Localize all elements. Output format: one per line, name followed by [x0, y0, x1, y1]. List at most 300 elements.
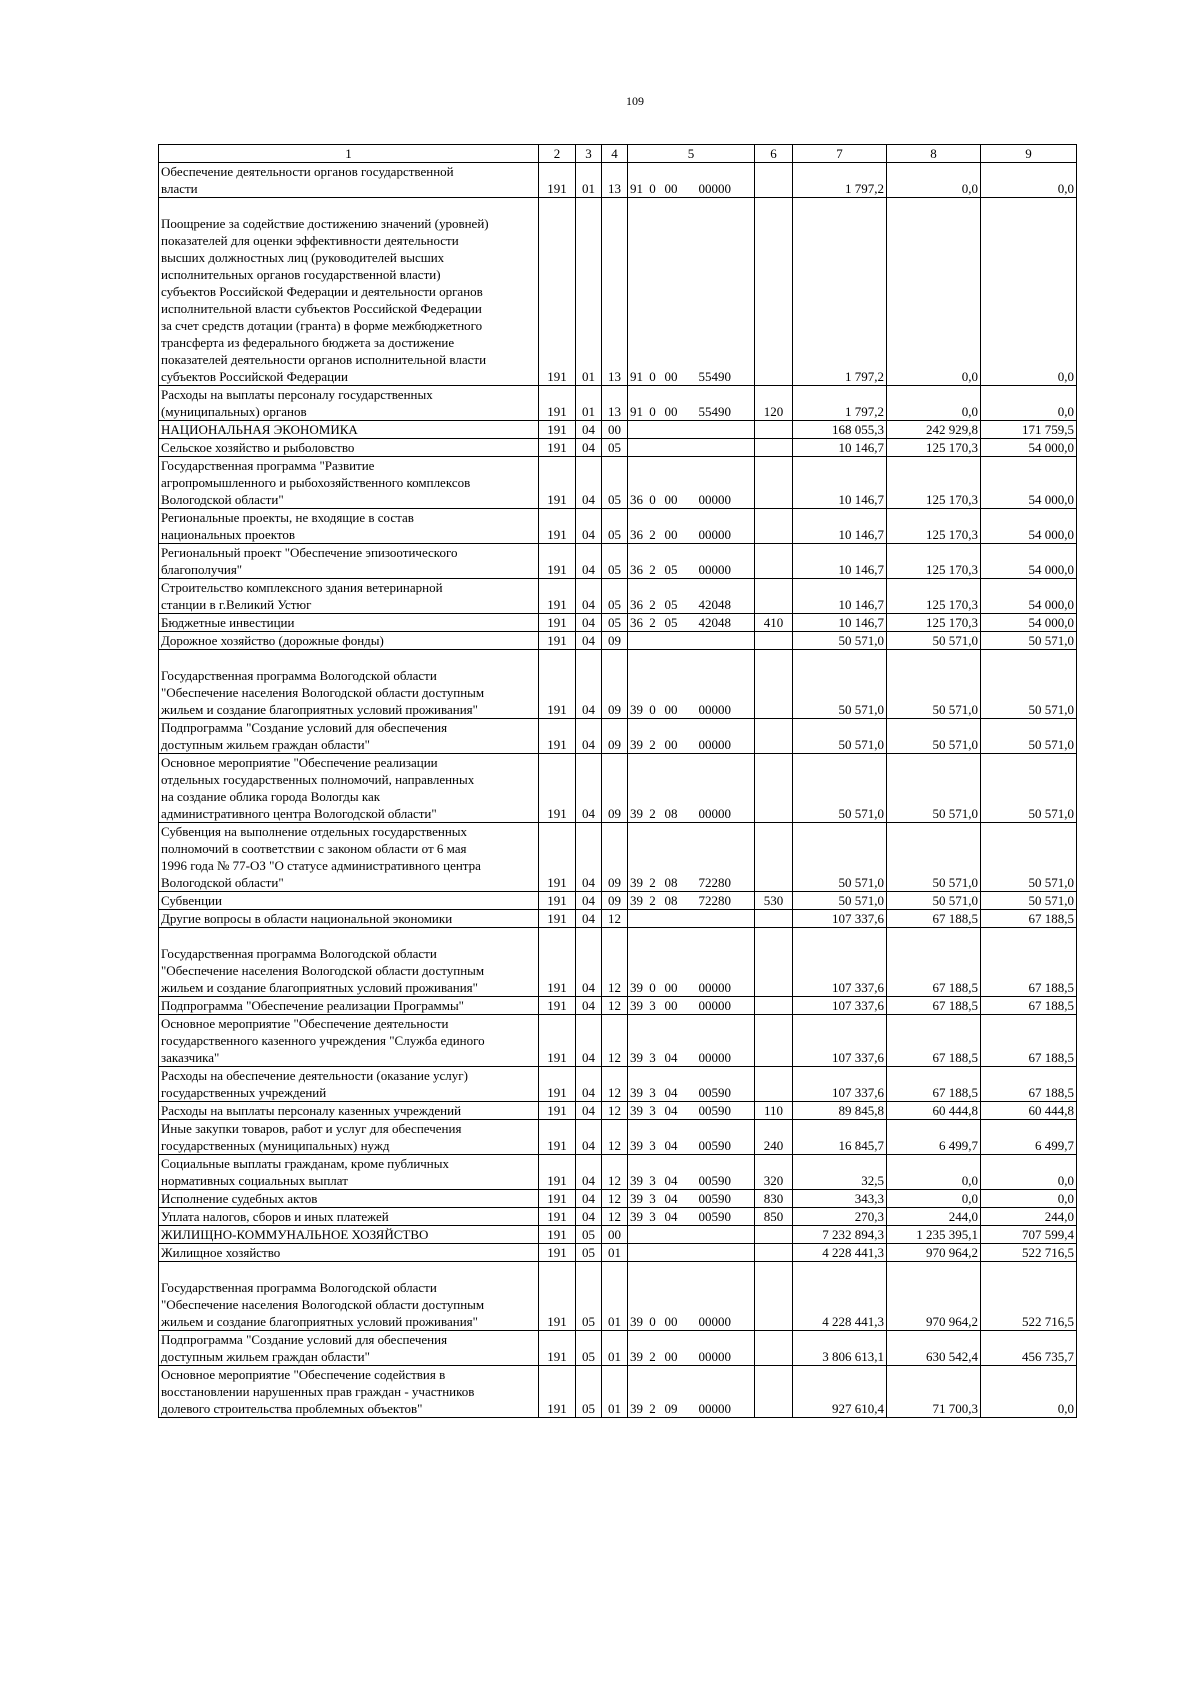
row-vr-code [755, 544, 793, 579]
row-value-col9: 50 571,0 [981, 719, 1077, 754]
target-code-part: 39 [630, 737, 643, 752]
row-vr-code: 830 [755, 1190, 793, 1208]
row-rz-code: 04 [576, 1155, 602, 1190]
row-value-col7: 89 845,8 [793, 1102, 887, 1120]
row-pr-code: 12 [602, 997, 628, 1015]
row-target-code [628, 1331, 755, 1366]
row-gr-code: 191 [539, 457, 576, 509]
table-row [159, 457, 1077, 509]
target-code-part: 39 [630, 1173, 643, 1188]
row-name: Расходы на выплаты персоналу государственных (муниципальных) органов [159, 386, 539, 421]
row-value-col9: 0,0 [981, 198, 1077, 386]
row-target-code [628, 1067, 755, 1102]
row-value-col9: 54 000,0 [981, 544, 1077, 579]
row-value-col9: 50 571,0 [981, 650, 1077, 719]
table-row [159, 421, 1077, 439]
row-vr-code [755, 198, 793, 386]
row-value-col7: 107 337,6 [793, 910, 887, 928]
row-gr-code: 191 [539, 928, 576, 997]
row-name: Жилищное хозяйство [159, 1244, 539, 1262]
row-target-code [628, 509, 755, 544]
target-code-part: 39 [630, 1138, 643, 1153]
target-code-part: 00000 [698, 702, 731, 717]
row-vr-code: 410 [755, 614, 793, 632]
row-vr-code [755, 439, 793, 457]
row-value-col9: 50 571,0 [981, 823, 1077, 892]
row-name: Уплата налогов, сборов и иных платежей [159, 1208, 539, 1226]
row-name: Поощрение за содействие достижению значений (уровней) показателей для оценки эффективности деятельности высших должностных лиц (руководителей высших исполнительных органов государственной власти) субъектов Российской Федерации и деятельности органов исполнительной власти субъектов Российской Федерации за счет средств дотации (гранта) в форме межбюджетного трансферта из федерального бюджета за достижение показателей деятельности органов исполнительной власти субъектов Российской Федерации [159, 198, 539, 386]
row-target-code [628, 910, 755, 928]
row-value-col9: 67 188,5 [981, 997, 1077, 1015]
row-gr-code: 191 [539, 1120, 576, 1155]
row-target-code [628, 650, 755, 719]
target-code-part: 00000 [698, 806, 731, 821]
row-value-col8: 0,0 [887, 386, 981, 421]
target-code-part: 04 [664, 1103, 678, 1118]
row-vr-code [755, 754, 793, 823]
table-row [159, 892, 1077, 910]
row-gr-code: 191 [539, 823, 576, 892]
target-code-part: 05 [664, 597, 678, 612]
row-value-col9: 522 716,5 [981, 1262, 1077, 1331]
row-gr-code: 191 [539, 614, 576, 632]
target-code-part: 0 [649, 369, 656, 384]
row-gr-code: 191 [539, 1331, 576, 1366]
target-code-part: 00 [664, 737, 678, 752]
row-gr-code: 191 [539, 1262, 576, 1331]
target-code-part: 39 [630, 1401, 643, 1416]
row-gr-code: 191 [539, 579, 576, 614]
target-code-part: 3 [649, 1209, 656, 1224]
row-rz-code: 04 [576, 823, 602, 892]
row-value-col7: 50 571,0 [793, 719, 887, 754]
row-name: Иные закупки товаров, работ и услуг для обеспечения государственных (муниципальных) нужд [159, 1120, 539, 1155]
row-pr-code: 05 [602, 579, 628, 614]
budget-table-wrapper [158, 144, 1077, 1418]
target-code-part: 55490 [698, 404, 731, 419]
row-name: Государственная программа "Развитие агропромышленного и рыбохозяйственного комплексов Вологодской области" [159, 457, 539, 509]
table-row [159, 1226, 1077, 1244]
row-target-code [628, 719, 755, 754]
row-value-col7: 10 146,7 [793, 439, 887, 457]
row-value-col8: 67 188,5 [887, 1015, 981, 1067]
row-pr-code: 05 [602, 544, 628, 579]
target-code-part: 00590 [698, 1209, 731, 1224]
row-pr-code: 12 [602, 1208, 628, 1226]
target-code-part: 2 [649, 893, 656, 908]
target-code-part: 00 [664, 980, 678, 995]
col-header: 9 [981, 145, 1077, 163]
row-rz-code: 04 [576, 1120, 602, 1155]
table-row [159, 614, 1077, 632]
row-value-col7: 1 797,2 [793, 198, 887, 386]
row-value-col7: 107 337,6 [793, 928, 887, 997]
row-value-col9: 0,0 [981, 1155, 1077, 1190]
row-rz-code: 04 [576, 928, 602, 997]
row-name: Основное мероприятие "Обеспечение реализации отдельных государственных полномочий, направленных на создание облика города Вологды как административного центра Вологодской области" [159, 754, 539, 823]
table-row [159, 997, 1077, 1015]
row-name: Расходы на обеспечение деятельности (оказание услуг) государственных учреждений [159, 1067, 539, 1102]
row-target-code [628, 823, 755, 892]
row-rz-code: 04 [576, 579, 602, 614]
row-name: Подпрограмма "Создание условий для обеспечения доступным жильем граждан области" [159, 719, 539, 754]
row-value-col9: 50 571,0 [981, 754, 1077, 823]
target-code-part: 3 [649, 1103, 656, 1118]
target-code-part: 72280 [698, 893, 731, 908]
target-code-part: 00 [664, 527, 678, 542]
target-code-part: 00 [664, 369, 678, 384]
target-code-part: 2 [649, 875, 656, 890]
table-row [159, 1190, 1077, 1208]
row-value-col7: 4 228 441,3 [793, 1244, 887, 1262]
row-name: Региональный проект "Обеспечение эпизоотического благополучия" [159, 544, 539, 579]
row-rz-code: 04 [576, 892, 602, 910]
row-gr-code: 191 [539, 1226, 576, 1244]
target-code-part: 39 [630, 893, 643, 908]
row-value-col7: 7 232 894,3 [793, 1226, 887, 1244]
row-rz-code: 04 [576, 1208, 602, 1226]
table-row [159, 650, 1077, 719]
row-gr-code: 191 [539, 1190, 576, 1208]
row-vr-code [755, 910, 793, 928]
row-gr-code: 191 [539, 1067, 576, 1102]
row-pr-code: 09 [602, 719, 628, 754]
row-target-code [628, 1120, 755, 1155]
table-row [159, 1244, 1077, 1262]
row-value-col9: 50 571,0 [981, 892, 1077, 910]
col-header: 7 [793, 145, 887, 163]
target-code-part: 91 [630, 369, 643, 384]
row-value-col8: 67 188,5 [887, 928, 981, 997]
row-gr-code: 191 [539, 719, 576, 754]
col-header: 5 [628, 145, 755, 163]
table-row [159, 509, 1077, 544]
row-value-col8: 244,0 [887, 1208, 981, 1226]
row-value-col9: 54 000,0 [981, 579, 1077, 614]
row-value-col8: 125 170,3 [887, 457, 981, 509]
table-row [159, 1120, 1077, 1155]
row-value-col8: 67 188,5 [887, 997, 981, 1015]
table-row [159, 1262, 1077, 1331]
row-target-code [628, 754, 755, 823]
row-vr-code [755, 579, 793, 614]
row-value-col7: 10 146,7 [793, 509, 887, 544]
row-rz-code: 01 [576, 198, 602, 386]
row-name: Строительство комплексного здания ветеринарной станции в г.Великий Устюг [159, 579, 539, 614]
target-code-part: 2 [649, 597, 656, 612]
target-code-part: 2 [649, 1401, 656, 1416]
row-value-col9: 54 000,0 [981, 457, 1077, 509]
row-gr-code: 191 [539, 1244, 576, 1262]
row-gr-code: 191 [539, 754, 576, 823]
row-vr-code [755, 163, 793, 198]
target-code-part: 00000 [698, 737, 731, 752]
row-vr-code [755, 457, 793, 509]
row-name: НАЦИОНАЛЬНАЯ ЭКОНОМИКА [159, 421, 539, 439]
row-target-code [628, 439, 755, 457]
row-value-col9: 0,0 [981, 1190, 1077, 1208]
target-code-part: 00000 [698, 562, 731, 577]
row-gr-code: 191 [539, 997, 576, 1015]
target-code-part: 72280 [698, 875, 731, 890]
row-vr-code: 110 [755, 1102, 793, 1120]
row-pr-code: 12 [602, 1155, 628, 1190]
row-pr-code: 09 [602, 632, 628, 650]
row-name: Другие вопросы в области национальной экономики [159, 910, 539, 928]
target-code-part: 00 [664, 492, 678, 507]
row-pr-code: 05 [602, 509, 628, 544]
table-row [159, 823, 1077, 892]
page-number: 109 [626, 94, 644, 108]
row-value-col7: 10 146,7 [793, 614, 887, 632]
target-code-part: 04 [664, 1209, 678, 1224]
row-value-col9: 6 499,7 [981, 1120, 1077, 1155]
target-code-part: 05 [664, 615, 678, 630]
table-row [159, 1102, 1077, 1120]
row-pr-code: 00 [602, 421, 628, 439]
target-code-part: 2 [649, 562, 656, 577]
target-code-part: 00000 [698, 181, 731, 196]
target-code-part: 2 [649, 737, 656, 752]
table-row [159, 1366, 1077, 1418]
target-code-part: 08 [664, 875, 678, 890]
target-code-part: 36 [630, 492, 643, 507]
target-code-part: 36 [630, 597, 643, 612]
row-value-col9: 171 759,5 [981, 421, 1077, 439]
row-value-col8: 125 170,3 [887, 544, 981, 579]
budget-table [158, 144, 1077, 1418]
row-pr-code: 12 [602, 928, 628, 997]
header-row [159, 145, 1077, 163]
target-code-part: 2 [649, 806, 656, 821]
target-code-part: 00590 [698, 1138, 731, 1153]
target-code-part: 3 [649, 1085, 656, 1100]
row-target-code [628, 1190, 755, 1208]
row-value-col8: 50 571,0 [887, 719, 981, 754]
target-code-part: 0 [649, 404, 656, 419]
row-value-col7: 107 337,6 [793, 1067, 887, 1102]
row-value-col7: 107 337,6 [793, 997, 887, 1015]
row-gr-code: 191 [539, 1102, 576, 1120]
row-value-col9: 0,0 [981, 1366, 1077, 1418]
row-rz-code: 04 [576, 421, 602, 439]
row-rz-code: 04 [576, 632, 602, 650]
table-row [159, 754, 1077, 823]
row-pr-code: 12 [602, 1120, 628, 1155]
row-value-col7: 50 571,0 [793, 823, 887, 892]
row-target-code [628, 544, 755, 579]
row-rz-code: 05 [576, 1262, 602, 1331]
row-name: Государственная программа Вологодской области "Обеспечение населения Вологодской области доступным жильем и создание благоприятных условий проживания" [159, 1262, 539, 1331]
row-pr-code: 12 [602, 1102, 628, 1120]
row-value-col8: 50 571,0 [887, 754, 981, 823]
target-code-part: 04 [664, 1138, 678, 1153]
target-code-part: 3 [649, 1173, 656, 1188]
row-rz-code: 05 [576, 1244, 602, 1262]
row-target-code [628, 1015, 755, 1067]
target-code-part: 0 [649, 181, 656, 196]
row-value-col7: 10 146,7 [793, 457, 887, 509]
row-rz-code: 05 [576, 1331, 602, 1366]
row-pr-code: 09 [602, 892, 628, 910]
row-value-col7: 168 055,3 [793, 421, 887, 439]
row-value-col8: 50 571,0 [887, 823, 981, 892]
row-value-col9: 0,0 [981, 163, 1077, 198]
row-value-col7: 927 610,4 [793, 1366, 887, 1418]
row-target-code [628, 997, 755, 1015]
target-code-part: 00000 [698, 1050, 731, 1065]
table-row [159, 1331, 1077, 1366]
row-value-col7: 1 797,2 [793, 163, 887, 198]
target-code-part: 00000 [698, 492, 731, 507]
row-value-col7: 50 571,0 [793, 650, 887, 719]
target-code-part: 00 [664, 998, 678, 1013]
target-code-part: 0 [649, 702, 656, 717]
table-row [159, 198, 1077, 386]
row-name: Расходы на выплаты персоналу казенных учреждений [159, 1102, 539, 1120]
col-header: 3 [576, 145, 602, 163]
row-target-code [628, 1366, 755, 1418]
row-name: Сельское хозяйство и рыболовство [159, 439, 539, 457]
row-value-col7: 50 571,0 [793, 754, 887, 823]
row-value-col9: 50 571,0 [981, 632, 1077, 650]
row-vr-code [755, 632, 793, 650]
row-target-code [628, 1226, 755, 1244]
row-value-col8: 67 188,5 [887, 1067, 981, 1102]
col-header: 8 [887, 145, 981, 163]
row-pr-code: 01 [602, 1331, 628, 1366]
row-gr-code: 191 [539, 1015, 576, 1067]
row-gr-code: 191 [539, 163, 576, 198]
row-name: Социальные выплаты гражданам, кроме публичных нормативных социальных выплат [159, 1155, 539, 1190]
row-target-code [628, 632, 755, 650]
row-pr-code: 09 [602, 823, 628, 892]
row-value-col9: 60 444,8 [981, 1102, 1077, 1120]
table-row [159, 579, 1077, 614]
row-name: Обеспечение деятельности органов государственной власти [159, 163, 539, 198]
table-row [159, 1015, 1077, 1067]
row-rz-code: 04 [576, 1102, 602, 1120]
target-code-part: 00000 [698, 1401, 731, 1416]
row-vr-code [755, 1067, 793, 1102]
target-code-part: 04 [664, 1050, 678, 1065]
table-row [159, 439, 1077, 457]
target-code-part: 55490 [698, 369, 731, 384]
target-code-part: 08 [664, 806, 678, 821]
row-gr-code: 191 [539, 1208, 576, 1226]
table-row [159, 1208, 1077, 1226]
row-gr-code: 191 [539, 892, 576, 910]
row-vr-code [755, 421, 793, 439]
row-value-col8: 6 499,7 [887, 1120, 981, 1155]
row-target-code [628, 198, 755, 386]
row-name: Дорожное хозяйство (дорожные фонды) [159, 632, 539, 650]
row-pr-code: 01 [602, 1262, 628, 1331]
row-target-code [628, 1262, 755, 1331]
row-gr-code: 191 [539, 198, 576, 386]
row-target-code [628, 1102, 755, 1120]
row-value-col7: 16 845,7 [793, 1120, 887, 1155]
table-row [159, 544, 1077, 579]
row-pr-code: 12 [602, 1190, 628, 1208]
row-target-code [628, 163, 755, 198]
row-pr-code: 00 [602, 1226, 628, 1244]
row-pr-code: 09 [602, 650, 628, 719]
row-pr-code: 05 [602, 614, 628, 632]
row-value-col7: 10 146,7 [793, 544, 887, 579]
row-rz-code: 04 [576, 719, 602, 754]
row-name: Основное мероприятие "Обеспечение содействия в восстановлении нарушенных прав граждан - участников долевого строительства проблемных объектов" [159, 1366, 539, 1418]
row-gr-code: 191 [539, 650, 576, 719]
target-code-part: 00590 [698, 1085, 731, 1100]
target-code-part: 00590 [698, 1191, 731, 1206]
row-value-col8: 0,0 [887, 1190, 981, 1208]
target-code-part: 2 [649, 527, 656, 542]
row-vr-code: 320 [755, 1155, 793, 1190]
row-value-col8: 125 170,3 [887, 439, 981, 457]
target-code-part: 36 [630, 615, 643, 630]
table-row [159, 386, 1077, 421]
row-name: ЖИЛИЩНО-КОММУНАЛЬНОЕ ХОЗЯЙСТВО [159, 1226, 539, 1244]
target-code-part: 39 [630, 980, 643, 995]
row-value-col9: 522 716,5 [981, 1244, 1077, 1262]
row-vr-code [755, 1244, 793, 1262]
row-gr-code: 191 [539, 544, 576, 579]
row-value-col9: 54 000,0 [981, 614, 1077, 632]
target-code-part: 42048 [698, 615, 731, 630]
row-value-col9: 67 188,5 [981, 1067, 1077, 1102]
target-code-part: 39 [630, 1050, 643, 1065]
row-vr-code [755, 509, 793, 544]
row-value-col7: 3 806 613,1 [793, 1331, 887, 1366]
row-value-col7: 4 228 441,3 [793, 1262, 887, 1331]
target-code-part: 08 [664, 893, 678, 908]
row-pr-code: 09 [602, 754, 628, 823]
row-rz-code: 04 [576, 457, 602, 509]
row-target-code [628, 579, 755, 614]
row-value-col8: 0,0 [887, 198, 981, 386]
target-code-part: 00590 [698, 1173, 731, 1188]
col-header: 4 [602, 145, 628, 163]
target-code-part: 00 [664, 181, 678, 196]
row-gr-code: 191 [539, 421, 576, 439]
target-code-part: 39 [630, 1191, 643, 1206]
row-vr-code [755, 997, 793, 1015]
row-rz-code: 04 [576, 439, 602, 457]
row-pr-code: 12 [602, 1015, 628, 1067]
row-rz-code: 04 [576, 910, 602, 928]
target-code-part: 00000 [698, 1314, 731, 1329]
target-code-part: 00 [664, 404, 678, 419]
table-row [159, 1067, 1077, 1102]
col-header: 2 [539, 145, 576, 163]
row-vr-code [755, 719, 793, 754]
row-value-col8: 0,0 [887, 163, 981, 198]
row-name: Субвенция на выполнение отдельных государственных полномочий в соответствии с законом области от 6 мая 1996 года № 77-ОЗ "О статусе административного центра Вологодской области" [159, 823, 539, 892]
row-target-code [628, 386, 755, 421]
target-code-part: 2 [649, 1349, 656, 1364]
row-value-col9: 67 188,5 [981, 928, 1077, 997]
target-code-part: 0 [649, 1314, 656, 1329]
row-pr-code: 13 [602, 198, 628, 386]
target-code-part: 00590 [698, 1103, 731, 1118]
target-code-part: 3 [649, 1050, 656, 1065]
row-vr-code: 120 [755, 386, 793, 421]
row-value-col9: 244,0 [981, 1208, 1077, 1226]
row-pr-code: 13 [602, 163, 628, 198]
table-body [159, 163, 1077, 1418]
row-name: Субвенции [159, 892, 539, 910]
